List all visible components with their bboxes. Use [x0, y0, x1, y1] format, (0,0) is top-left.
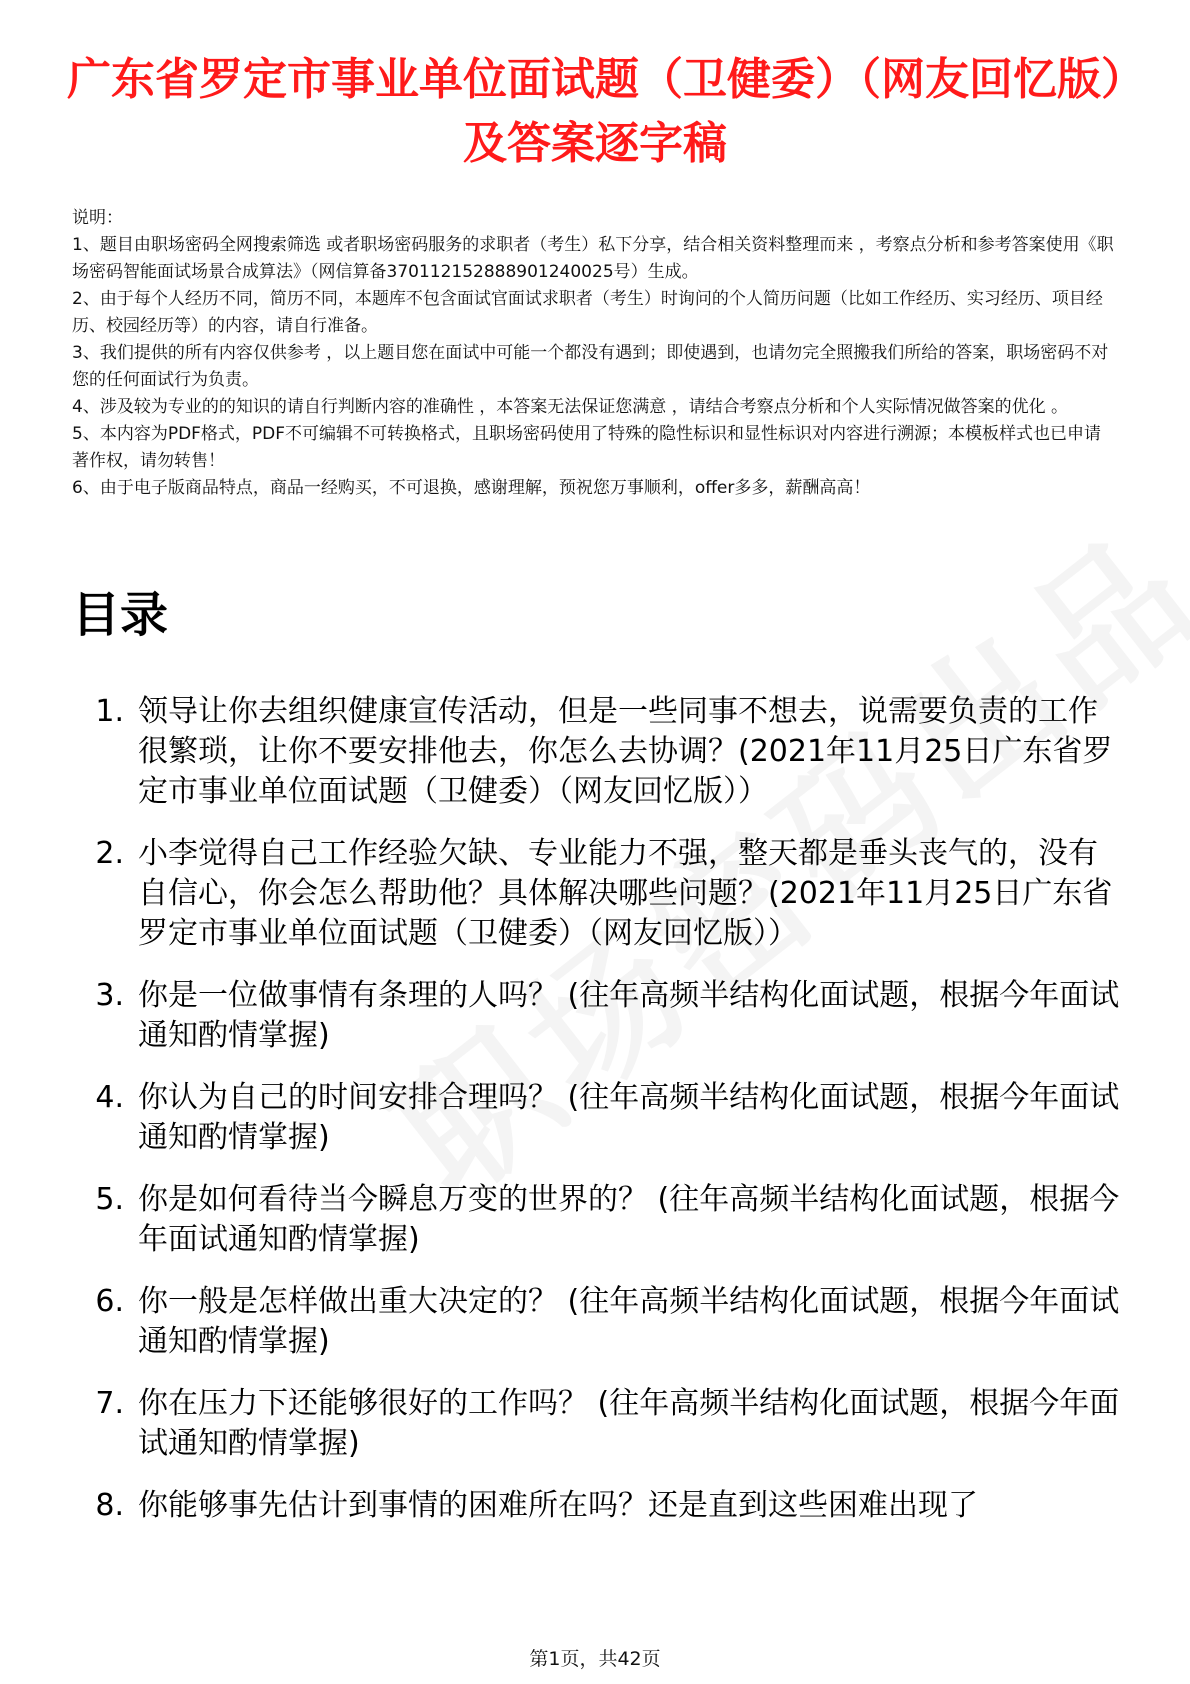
toc-item-number: 2. [95, 836, 124, 871]
toc-item[interactable] [72, 692, 1122, 812]
toc-item[interactable] [72, 1486, 1122, 1526]
document-title: 广东省罗定市事业单位面试题（卫健委）（网友回忆版）及答案逐字稿 [67, 54, 1123, 169]
note-item: 6、由于电子版商品特点，商品一经购买，不可退换，感谢理解，预祝您万事顺利，offer多多，薪酬高高！ [72, 478, 871, 498]
notes-label: 说明： [72, 208, 123, 228]
toc-heading: 目录 [72, 587, 169, 643]
toc-item-text: 你能够事先估计到事情的困难所在吗？还是直到这些困难出现了 [138, 1488, 978, 1523]
note-item: 4、涉及较为专业的的知识的请自行判断内容的准确性 ，本答案无法保证您满意 ，请结合考察点分析和个人实际情况做答案的优化 。 [72, 397, 1069, 417]
note-item: 5、本内容为PDF格式，PDF不可编辑不可转换格式，且职场密码使用了特殊的隐性标识和显性标识对内容进行溯源；本模板样式也已申请著作权，请勿转售！ [72, 424, 1102, 471]
toc-item-number: 5. [95, 1182, 124, 1217]
toc-item-text: 你认为自己的时间安排合理吗？ (往年高频半结构化面试题，根据今年面试通知酌情掌握) [138, 1080, 1120, 1155]
note-item: 2、由于每个人经历不同，简历不同，本题库不包含面试官面试求职者（考生）时询问的个人简历问题（比如工作经历、实习经历、项目经历、校园经历等）的内容，请自行准备。 [72, 289, 1103, 336]
notes-section [72, 205, 1118, 502]
toc-item[interactable] [72, 976, 1122, 1056]
toc-item[interactable] [72, 834, 1122, 954]
toc-item-number: 4. [95, 1080, 124, 1115]
toc-item-number: 1. [95, 694, 124, 729]
note-item: 3、我们提供的所有内容仅供参考 ，以上题目您在面试中可能一个都没有遇到；即使遇到，也请勿完全照搬我们所给的答案，职场密码不对您的任何面试行为负责。 [72, 343, 1109, 390]
toc-item-text: 你是如何看待当今瞬息万变的世界的？ (往年高频半结构化面试题，根据今年面试通知酌情掌握) [138, 1182, 1120, 1257]
toc-item-number: 7. [95, 1386, 124, 1421]
toc-item[interactable] [72, 1282, 1122, 1362]
toc-item-text: 你一般是怎样做出重大决定的？ (往年高频半结构化面试题，根据今年面试通知酌情掌握) [138, 1284, 1120, 1359]
toc-item-text: 你在压力下还能够很好的工作吗？ (往年高频半结构化面试题，根据今年面试通知酌情掌握) [138, 1386, 1120, 1461]
toc-item[interactable] [72, 1384, 1122, 1464]
toc-item-number: 8. [95, 1488, 124, 1523]
toc-item-number: 3. [95, 978, 124, 1013]
note-item: 1、题目由职场密码全网搜索筛选 或者职场密码服务的求职者（考生）私下分享，结合相关资料整理而来 ，考察点分析和参考答案使用《职场密码智能面试场景合成算法》（网信算备370112152888901240025号）生成。 [72, 235, 1114, 282]
toc-item-text: 你是一位做事情有条理的人吗？ (往年高频半结构化面试题，根据今年面试通知酌情掌握) [138, 978, 1120, 1053]
toc-item-text: 小李觉得自己工作经验欠缺、专业能力不强，整天都是垂头丧气的，没有自信心，你会怎么帮助他？具体解决哪些问题？(2021年11月25日广东省罗定市事业单位面试题（卫健委）（网友回忆版）） [138, 836, 1113, 951]
toc-item[interactable] [72, 1180, 1122, 1260]
toc-item[interactable] [72, 1078, 1122, 1158]
toc-item-number: 6. [95, 1284, 124, 1319]
page-footer: 第1页，共42页 [529, 1648, 661, 1670]
toc-item-text: 领导让你去组织健康宣传活动，但是一些同事不想去，说需要负责的工作很繁琐，让你不要安排他去，你怎么去协调？(2021年11月25日广东省罗定市事业单位面试题（卫健委）（网友回忆版）） [138, 694, 1113, 809]
table-of-contents [72, 692, 1122, 1548]
